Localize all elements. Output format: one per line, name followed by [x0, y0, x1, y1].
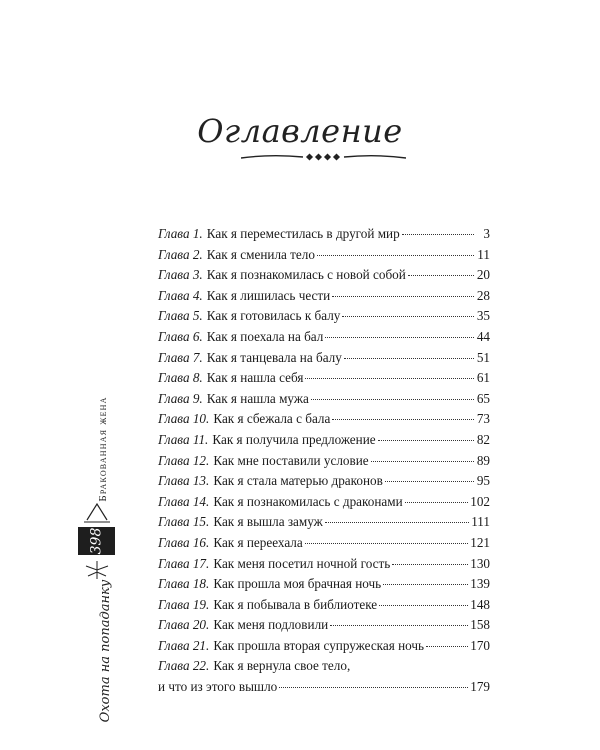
page-number: 51 — [476, 349, 490, 365]
chapter-title-continued: и что из этого вышло — [158, 679, 278, 695]
chapter-title: Как я вернула свое тело, — [213, 658, 351, 674]
chapter-label: Глава 13. — [158, 473, 210, 489]
chapter-title: Как я танцевала на балу — [206, 349, 342, 365]
toc-entry — [158, 286, 490, 307]
chapter-title: Как меня подловили — [213, 617, 329, 633]
chapter-title: Как я познакомилась с драконами — [213, 493, 403, 509]
toc-entry — [158, 512, 490, 533]
dot-leader — [332, 419, 474, 420]
chapter-label: Глава 22. — [158, 658, 210, 674]
chapter-label: Глава 7. — [158, 349, 203, 365]
toc-entry — [158, 327, 490, 348]
chapter-title: Как я переместилась в другой мир — [206, 226, 400, 241]
page-number-box — [78, 527, 115, 555]
chapter-title: Как я нашла мужа — [206, 390, 309, 406]
chapter-label: Глава 5. — [158, 308, 203, 324]
dot-leader — [405, 502, 469, 503]
page-number: 139 — [470, 576, 490, 592]
page-number: 179 — [470, 679, 490, 695]
dot-leader — [371, 461, 474, 462]
running-head-ornament-top — [83, 500, 111, 524]
chapter-title: Как я переехала — [213, 534, 303, 550]
chapter-label: Глава 3. — [158, 267, 203, 283]
chapter-title: Как я нашла себя — [206, 370, 304, 386]
toc-entry — [158, 430, 490, 451]
chapter-title: Как я сбежала с бала — [213, 411, 331, 427]
page-title: Оглавление — [197, 112, 403, 150]
chapter-label: Глава 21. — [158, 637, 210, 653]
dot-leader — [344, 358, 474, 359]
chapter-title: Как прошла моя брачная ночь — [213, 576, 382, 592]
toc-entry — [158, 533, 490, 554]
chapter-label: Глава 6. — [158, 328, 203, 344]
page-number: 20 — [476, 267, 490, 283]
toc-entry — [158, 265, 490, 286]
page-number: 148 — [470, 596, 490, 612]
chapter-label: Глава 20. — [158, 617, 210, 633]
dot-leader — [408, 275, 474, 276]
toc-entry — [158, 554, 490, 575]
dot-leader — [342, 316, 474, 317]
toc-entry — [158, 245, 490, 266]
dot-leader — [330, 625, 468, 626]
chapter-title: Как я готовилась к балу — [206, 308, 341, 324]
chapter-label: Глава 19. — [158, 596, 210, 612]
chapter-label: Глава 12. — [158, 452, 210, 468]
chapter-title: Как меня посетил ночной гость — [213, 555, 391, 571]
dot-leader — [392, 564, 468, 565]
dot-leader — [378, 440, 474, 441]
chapter-title: Как я стала матерью драконов — [213, 473, 383, 489]
dot-leader — [279, 687, 468, 688]
chapter-title: Как я получила предложение — [212, 431, 376, 447]
running-head — [76, 360, 136, 750]
toc-entry — [158, 492, 490, 513]
page-number: 82 — [476, 431, 490, 447]
book-title: Охота на попаданку — [98, 579, 113, 723]
dot-leader — [332, 296, 474, 297]
page-number: 158 — [470, 617, 490, 633]
chapter-label: Глава 17. — [158, 555, 210, 571]
page-number: 44 — [476, 328, 490, 344]
chapter-label: Глава 10. — [158, 411, 210, 427]
chapter-label: Глава 4. — [158, 287, 203, 303]
toc-entry — [158, 595, 490, 616]
page-number: 130 — [470, 555, 490, 571]
dot-leader — [385, 481, 474, 482]
toc-entry — [158, 389, 490, 410]
dot-leader — [325, 522, 469, 523]
page-number: 121 — [470, 534, 490, 550]
chapter-title: Как я познакомилась с новой собой — [206, 267, 406, 283]
chapter-title: Как прошла вторая супружеская ночь — [213, 637, 425, 653]
page-number: 170 — [470, 637, 490, 653]
title-divider-ornament — [241, 150, 406, 164]
dot-leader — [402, 234, 474, 235]
toc-entry — [158, 471, 490, 492]
chapter-title: Как я побывала в библиотеке — [213, 596, 378, 612]
chapter-title: Как я поехала на бал — [206, 328, 324, 344]
dot-leader — [317, 255, 474, 256]
toc-entry — [158, 451, 490, 472]
series-title: Бракованная жена — [97, 396, 109, 502]
toc-entry-line — [158, 677, 490, 698]
toc-entry — [158, 306, 490, 327]
chapter-title: Как я вышла замуж — [213, 514, 323, 530]
toc-entry — [158, 656, 490, 697]
chapter-label: Глава 2. — [158, 246, 203, 262]
page-number: 65 — [476, 390, 490, 406]
dot-leader — [379, 605, 468, 606]
toc-entry — [158, 574, 490, 595]
chapter-label: Глава 14. — [158, 493, 210, 509]
toc-entry — [158, 409, 490, 430]
page-number: 61 — [476, 370, 490, 386]
chapter-title: Как я лишилась чести — [206, 287, 331, 303]
page-number: 111 — [471, 514, 490, 530]
toc-entry — [158, 224, 490, 245]
dot-leader — [426, 646, 468, 647]
chapter-title: Как мне поставили условие — [213, 452, 369, 468]
chapter-label: Глава 11. — [158, 431, 209, 447]
dot-leader — [383, 584, 468, 585]
toc-entry — [158, 348, 490, 369]
toc-entry — [158, 615, 490, 636]
chapter-label: Глава 15. — [158, 514, 210, 530]
chapter-label: Глава 8. — [158, 370, 203, 386]
chapter-label: Глава 16. — [158, 534, 210, 550]
table-of-contents — [158, 224, 490, 698]
page-number: 28 — [476, 287, 490, 303]
dot-leader — [311, 399, 474, 400]
page-number: 102 — [470, 493, 490, 509]
page-number: 3 — [483, 226, 490, 241]
page-number: 35 — [476, 308, 490, 324]
page-number: 89 — [476, 452, 490, 468]
chapter-label: Глава 1. — [158, 226, 203, 241]
dot-leader — [305, 543, 468, 544]
page-number: 95 — [476, 473, 490, 489]
page-number: 73 — [476, 411, 490, 427]
chapter-title: Как я сменила тело — [206, 246, 315, 262]
dot-leader — [325, 337, 474, 338]
toc-entry — [158, 368, 490, 389]
page-number: 11 — [477, 246, 490, 262]
toc-entry — [158, 636, 490, 657]
page-number: 398 — [88, 527, 105, 555]
dot-leader — [305, 378, 474, 379]
chapter-label: Глава 9. — [158, 390, 203, 406]
chapter-label: Глава 18. — [158, 576, 210, 592]
toc-entry-line — [158, 656, 490, 677]
